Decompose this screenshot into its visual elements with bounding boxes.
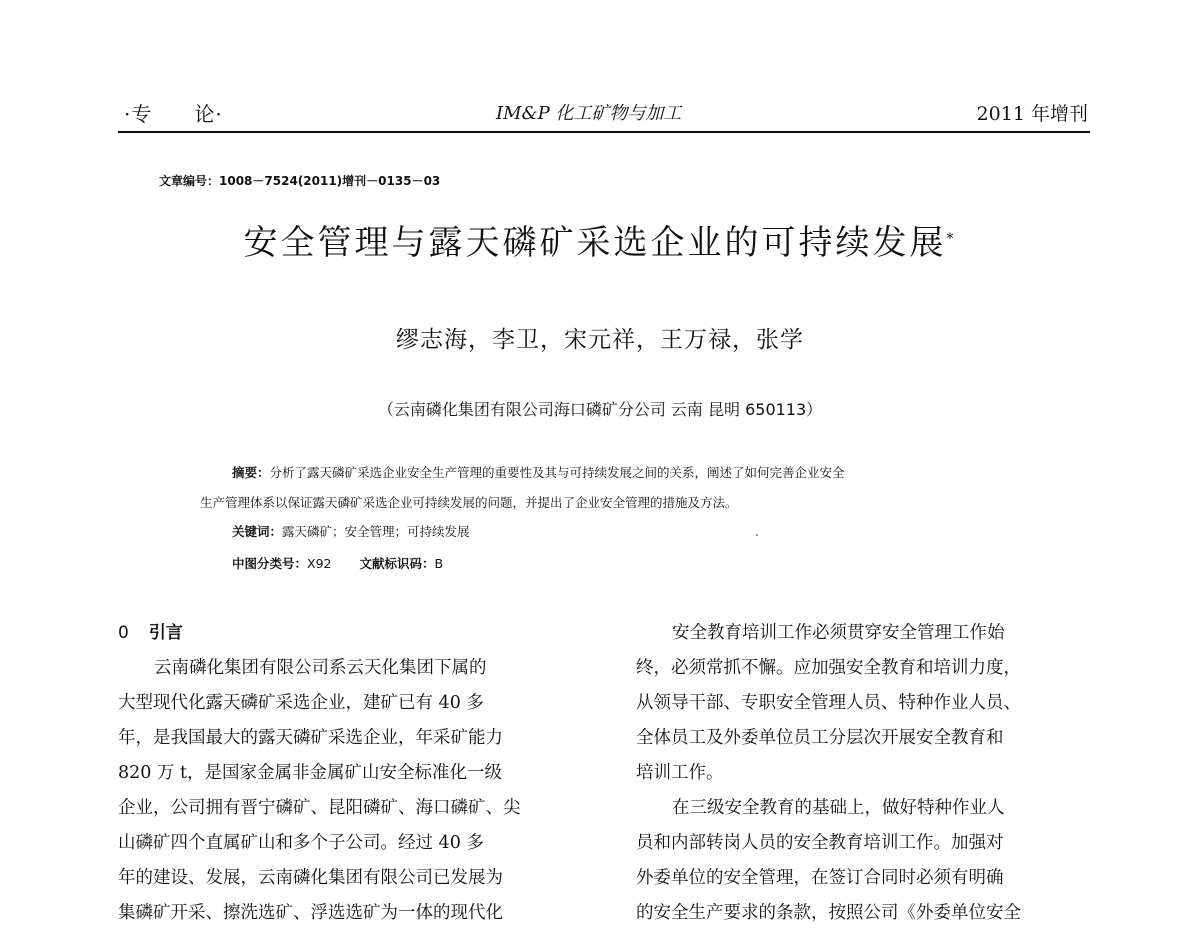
header-issue: 2011 年增刊	[976, 103, 1088, 125]
paper-title-text: 安全管理与露天磷矿采选企业的可持续发展	[243, 223, 947, 263]
header-journal-name: IM&P 化工矿物与加工	[496, 103, 682, 124]
section-title: 引言	[148, 623, 183, 643]
abstract-text-1: 分析了露天磷矿采选企业安全生产管理的重要性及其与可持续发展之间的关系，阐述了如何完善企业安全	[269, 465, 845, 480]
text-line: 大型现代化露天磷矿采选企业，建矿已有 40 多	[118, 693, 484, 713]
text-line: 集磷矿开采、擦洗选矿、浮选选矿为一体的现代化	[118, 903, 503, 923]
text-line: 企业，公司拥有晋宁磷矿、昆阳磷矿、海口磷矿、尖	[118, 798, 521, 818]
text-line: 培训工作。	[636, 763, 724, 783]
left-column	[118, 616, 580, 931]
keywords-label: 关键词：	[232, 524, 283, 539]
text-line: 终，必须常抓不懈。应加强安全教育和培训力度，	[636, 658, 1021, 678]
clc-value: X92	[307, 556, 332, 571]
affiliation: （云南磷化集团有限公司海口磷矿分公司 云南 昆明 650113）	[377, 400, 823, 419]
text-line: 从领导干部、专职安全管理人员、特种作业人员、	[636, 693, 1021, 713]
abstract-line-2: 生产管理体系以保证露天磷矿采选企业可持续发展的问题，并提出了企业安全管理的措施及方法。	[200, 495, 738, 510]
text-line: 山磷矿四个直属矿山和多个子公司。经过 40 多	[118, 833, 484, 853]
text-line: 年的建设、发展，云南磷化集团有限公司已发展为	[118, 868, 503, 888]
paper-title	[0, 218, 1200, 268]
text-line: 820 万 t，是国家金属非金属矿山安全标准化一级	[118, 763, 503, 783]
text-line: 员和内部转岗人员的安全教育培训工作。加强对	[636, 833, 1004, 853]
text-line: 外委单位的安全管理，在签订合同时必须有明确	[636, 868, 1004, 888]
text-line: 在三级安全教育的基础上，做好特种作业人	[672, 798, 1005, 818]
special-ops-paragraph	[636, 791, 1092, 931]
authors: 缪志海，李卫，宋元祥，王万禄，张学	[396, 327, 804, 353]
title-footnote-mark: *	[946, 231, 957, 247]
section-number: 0	[118, 623, 129, 643]
abstract-label: 摘要：	[232, 465, 270, 480]
clc-label: 中图分类号：	[232, 556, 308, 571]
section-heading-intro	[118, 616, 580, 651]
training-paragraph	[636, 616, 1092, 791]
classification	[232, 552, 443, 576]
text-line: 的安全生产要求的条款，按照公司《外委单位安全	[636, 903, 1021, 923]
abstract	[200, 458, 1012, 518]
text-line: 安全教育培训工作必须贯穿安全管理工作始	[672, 623, 1005, 643]
header-section-label: ·专 论·	[124, 102, 223, 126]
text-line: 全体员工及外委单位员工分层次开展安全教育和	[636, 728, 1004, 748]
abstract-line-1	[200, 458, 1012, 488]
keywords	[232, 520, 470, 544]
intro-paragraph	[118, 651, 580, 931]
doc-code-value: B	[434, 556, 444, 571]
doc-code-label: 文献标识码：	[359, 556, 435, 571]
keywords-text: 露天磷矿；安全管理；可持续发展	[282, 524, 470, 539]
header-rule	[118, 131, 1090, 133]
right-column	[636, 616, 1092, 931]
text-line: 云南磷化集团有限公司系云天化集团下属的	[154, 658, 487, 678]
scan-speck	[756, 534, 758, 536]
text-line: 年，是我国最大的露天磷矿采选企业，年采矿能力	[118, 728, 503, 748]
article-number: 文章编号：1008－7524(2011)增刊－0135－03	[159, 174, 441, 188]
